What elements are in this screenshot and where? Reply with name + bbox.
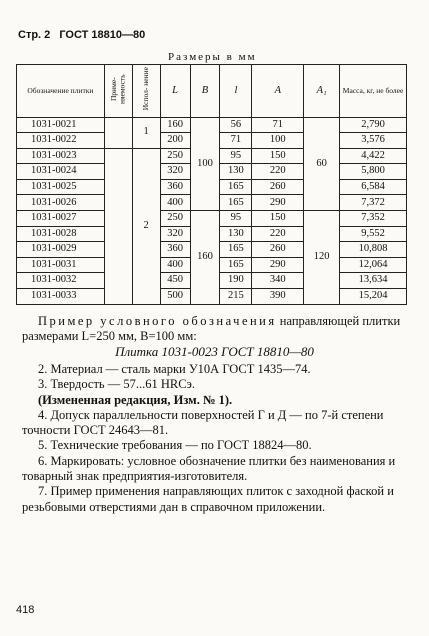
cell-L: 250	[160, 148, 190, 164]
cell-mass: 10,808	[340, 242, 407, 258]
cell-L: 200	[160, 133, 190, 149]
cell-l: 215	[220, 289, 252, 305]
cell-mass: 12,064	[340, 257, 407, 273]
cell-mass: 7,352	[340, 211, 407, 227]
header-A: A	[252, 65, 304, 118]
cell-L: 320	[160, 226, 190, 242]
cell-A: 340	[252, 273, 304, 289]
cell-A: 150	[252, 148, 304, 164]
cell-l: 130	[220, 164, 252, 180]
item-application: 7. Пример применения направляющих плиток с заходной фаской и резьбовыми отверстиями дан в справочном приложении.	[22, 484, 394, 514]
header-mass: Масса, кг, не более	[340, 65, 407, 118]
page-number: 418	[16, 604, 35, 616]
cell-A: 71	[252, 117, 304, 133]
cell-designation: 1031-0033	[17, 289, 105, 305]
cell-designation: 1031-0032	[17, 273, 105, 289]
header-designation: Обозначение плитки	[17, 65, 105, 118]
item-material: 2. Материал — сталь марки У10А ГОСТ 1435—74.	[38, 362, 311, 376]
cell-designation: 1031-0025	[17, 179, 105, 195]
cell-execution: 2	[132, 148, 160, 304]
item-marking: 6. Маркировать: условное обозначение плитки без наименования и товарный знак предприятия-изготовителя.	[22, 453, 396, 484]
cell-designation: 1031-0029	[17, 242, 105, 258]
cell-B: 100	[190, 117, 220, 211]
header-applicability: Приме- няемость	[104, 65, 132, 118]
cell-mass: 5,800	[340, 164, 407, 180]
cell-mass: 15,204	[340, 289, 407, 305]
header-l: l	[220, 65, 252, 118]
header-B: B	[190, 65, 220, 118]
header-execution: Испол- нение	[132, 65, 160, 118]
cell-L: 400	[160, 257, 190, 273]
cell-L: 160	[160, 117, 190, 133]
page-label: Стр. 2	[18, 29, 51, 41]
item-hardness: 3. Твердость — 57...61 HRCэ.	[38, 377, 196, 392]
table-row	[17, 117, 407, 133]
cell-A: 290	[252, 257, 304, 273]
cell-l: 165	[220, 257, 252, 273]
dimensions-table	[16, 64, 407, 305]
cell-execution: 1	[132, 117, 160, 148]
cell-A1: 60	[304, 117, 340, 211]
cell-designation: 1031-0021	[17, 117, 105, 133]
standard-code: ГОСТ 18810—80	[59, 29, 146, 41]
item-tech-requirements: 5. Технические требования — по ГОСТ 18824—80.	[38, 438, 312, 453]
cell-mass: 3,576	[340, 133, 407, 149]
cell-mass: 6,584	[340, 179, 407, 195]
table-header-row	[17, 65, 407, 118]
edit-note: (Измененная редакция, Изм. № 1).	[38, 392, 233, 407]
cell-applicability	[104, 148, 132, 304]
cell-mass: 9,552	[340, 226, 407, 242]
cell-L: 250	[160, 211, 190, 227]
cell-l: 71	[220, 133, 252, 149]
page-header	[18, 29, 151, 41]
cell-L: 320	[160, 164, 190, 180]
cell-mass: 13,634	[340, 273, 407, 289]
cell-designation: 1031-0028	[17, 226, 105, 242]
cell-l: 165	[220, 179, 252, 195]
cell-designation: 1031-0022	[17, 133, 105, 149]
cell-A: 290	[252, 195, 304, 211]
header-A1: A₁	[304, 65, 340, 118]
cell-applicability	[104, 117, 132, 148]
cell-A: 390	[252, 289, 304, 305]
cell-l: 165	[220, 242, 252, 258]
cell-l: 95	[220, 148, 252, 164]
cell-L: 360	[160, 179, 190, 195]
requirements-list	[22, 362, 407, 515]
example-rest: направляющей плитки размерами L=250 мм, B=100 мм:	[22, 314, 401, 343]
cell-A: 260	[252, 242, 304, 258]
cell-A: 150	[252, 211, 304, 227]
designation-example	[22, 314, 407, 344]
cell-mass: 4,422	[340, 148, 407, 164]
item-parallelism: 4. Допуск параллельности поверхностей Г и Д — по 7-й степени точности ГОСТ 24643—81.	[22, 407, 384, 438]
cell-l: 165	[220, 195, 252, 211]
cell-l: 56	[220, 117, 252, 133]
header-L: L	[160, 65, 190, 118]
cell-B: 160	[190, 211, 220, 305]
cell-L: 360	[160, 242, 190, 258]
table-row	[17, 211, 407, 227]
cell-A: 220	[252, 226, 304, 242]
cell-mass: 7,372	[340, 195, 407, 211]
cell-L: 400	[160, 195, 190, 211]
cell-designation: 1031-0024	[17, 164, 105, 180]
designation-formula: Плитка 1031-0023 ГОСТ 18810—80	[115, 344, 314, 359]
cell-designation: 1031-0023	[17, 148, 105, 164]
cell-A: 100	[252, 133, 304, 149]
table-caption: Размеры в мм	[168, 51, 257, 63]
cell-designation: 1031-0026	[17, 195, 105, 211]
cell-l: 130	[220, 226, 252, 242]
cell-designation: 1031-0031	[17, 257, 105, 273]
cell-l: 95	[220, 211, 252, 227]
example-lead: Пример условного обозначения	[38, 314, 277, 328]
cell-l: 190	[220, 273, 252, 289]
cell-A: 220	[252, 164, 304, 180]
cell-L: 450	[160, 273, 190, 289]
cell-A1: 120	[304, 211, 340, 305]
cell-mass: 2,790	[340, 117, 407, 133]
cell-A: 260	[252, 179, 304, 195]
cell-L: 500	[160, 289, 190, 305]
cell-designation: 1031-0027	[17, 211, 105, 227]
